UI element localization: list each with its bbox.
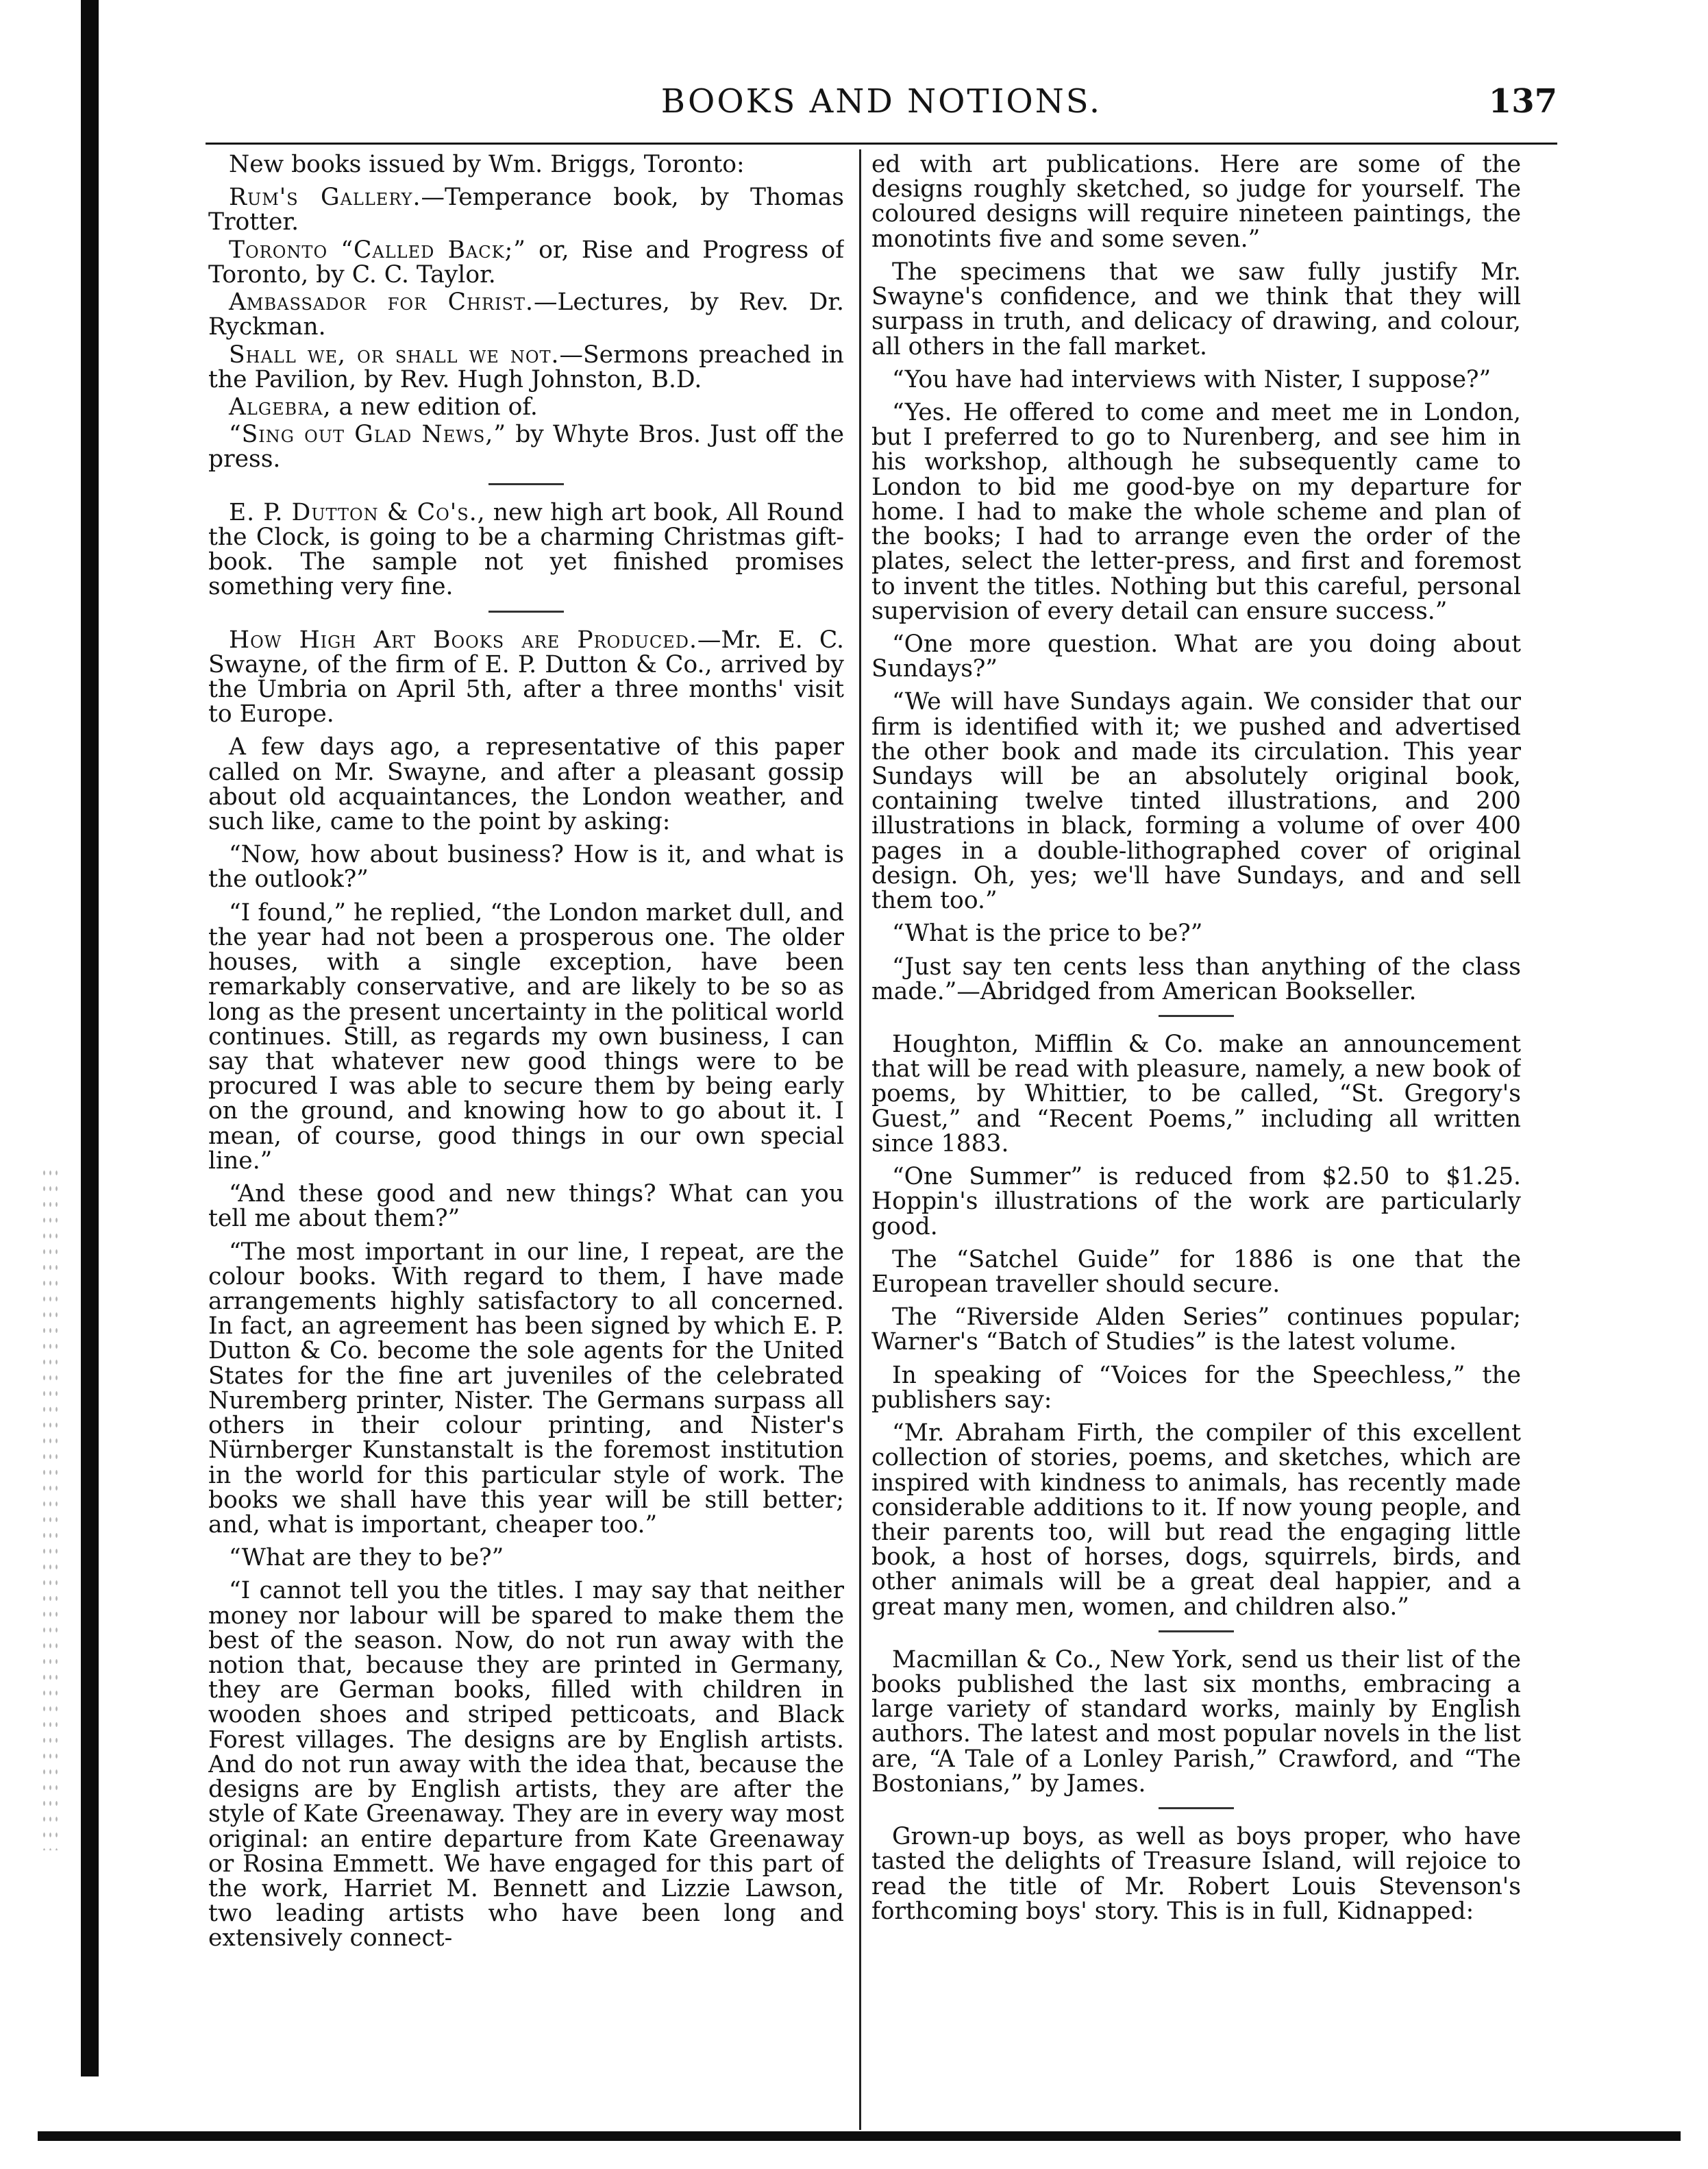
briggs-item — [208, 421, 844, 474]
book-desc: by Whyte Bros. Just off the press. — [208, 421, 844, 474]
right-column — [871, 152, 1521, 2126]
article-paragraph: “You have had interviews with Nister, I suppose?” — [892, 365, 1492, 393]
briggs-item — [208, 343, 844, 392]
book-desc: —Sermons preached in the Pavilion, by Rev. Hugh Johnston, B.D. — [208, 341, 844, 393]
page-header — [206, 82, 1557, 137]
article-paragraph: “Now, how about business? How is it, and what is the outlook?” — [208, 841, 844, 894]
book-desc: a new edition of. — [331, 393, 538, 421]
section-separator — [1159, 1015, 1234, 1017]
book-title: Toronto “Called Back;” — [229, 236, 526, 264]
book-title: Rum's Gallery. — [229, 184, 421, 212]
dutton-text: new high art book, All Round the Clock, is going to be a charming Christmas gift-book. The sample not yet finished promises something very fine. — [208, 498, 844, 601]
article-paragraph: “I found,” he replied, “the London market dull, and the year had not been a prosperous one. The older houses, with a single exception, have been remarkably conservative, and are likely to be so as long as the present uncertainty in the political world continues. Still, as regards my own business, I can say that whatever new good things were to be procured I was able to secure them by being early on the ground, and knowing how to go about it. I mean, of course, good things in our own special line.” — [208, 898, 844, 1175]
article-paragraph: “Yes. He offered to come and meet me in London, but I preferred to go to Nurenberg, and see him in his workshop, although he subsequently came to London to bid me good-bye on my departure for home. I had to make the whole scheme and plan of the books; I had to arrange even the order of the plates, select the letter-press, and first and foremost to invent the titles. Nothing but this careful, personal supervision of every detail can ensure success.” — [871, 398, 1521, 625]
section-separator — [488, 483, 564, 485]
article-paragraph: “What is the price to be?” — [892, 920, 1203, 948]
header-rule — [206, 143, 1557, 145]
briggs-intro: New books issued by Wm. Briggs, Toronto: — [229, 152, 745, 178]
article-lead — [208, 628, 844, 727]
houghton-paragraph: Houghton, Mifflin & Co. make an announcement that will be read with pleasure, namely, a new book of poems, by Whittier, to be called, “St. Gregory's Guest,” and “Recent Poems,” including all written since 1883. — [871, 1031, 1521, 1157]
scan-specks — [41, 1165, 62, 1850]
book-title: Ambassador for Christ. — [229, 289, 534, 317]
running-title: BOOKS AND NOTIONS. — [660, 82, 1102, 121]
briggs-item — [208, 185, 844, 234]
article-paragraph: “The most important in our line, I repeat, are the colour books. With regard to them, I have made arrangements highly satisfactory to all concerned. In fact, an agreement has been signed by which E. P. Dutton & Co. become the sole agents for the United States for the fine art juveniles of the celebrated Nuremberg printer, Nister. The Germans surpass all others in their colour printing, and Nister's Nürnberger Kunstanstalt is the foremost institution in the world for this particular style of work. The books we shall have this year will be still better; and, what is important, cheaper too.” — [208, 1238, 844, 1539]
dutton-notice — [208, 500, 844, 600]
stevenson-notice: Grown-up boys, as well as boys proper, who have tasted the delights of Treasure Island, will rejoice to read the title of Mr. Robert Louis Stevenson's forthcoming boys' story. This is in full, Kidnapped: — [871, 1823, 1521, 1925]
article-continuation: ed with art publications. Here are some of the designs roughly sketched, so judge for yourself. The coloured designs will require nineteen paintings, the monotints five and some seven.” — [871, 152, 1521, 253]
article-paragraph: The specimens that we saw fully justify Mr. Swayne's confidence, and we think that they will surpass in truth, and delicacy of drawing, and colour, all others in the fall market. — [871, 258, 1521, 360]
book-desc: or, Rise and Progress of Toronto, by C. C. Taylor. — [208, 236, 844, 289]
left-column — [208, 152, 844, 2126]
article-paragraph: “Just say ten cents less than anything of the class made.”—Abridged from American Bookseller. — [871, 953, 1521, 1005]
section-separator — [1159, 1630, 1234, 1632]
briggs-item — [208, 290, 844, 339]
briggs-item — [208, 395, 844, 419]
article-paragraph: A few days ago, a representative of this paper called on Mr. Swayne, and after a pleasant gossip about old acquaintances, the London weather, and such like, came to the point by asking: — [208, 733, 844, 836]
section-separator — [488, 611, 564, 613]
page-binding-edge — [81, 0, 99, 2076]
article-paragraph: “We will have Sundays again. We consider that our firm is identified with it; we pushed and advertised the other book and made its circulation. This year Sundays will be an absolutely original book, containing twelve tinted illustrations, and 200 illustrations in black, forming a volume of over 400 pages in a double-lithographed cover of original design. Oh, yes; we'll have Sundays, and and sell them too.” — [871, 688, 1521, 915]
book-desc: —Temperance book, by Thomas Trotter. — [208, 184, 844, 236]
article-heading: How High Art Books are Produced. — [229, 626, 697, 654]
book-title: “Sing out Glad News,” — [229, 421, 506, 449]
book-title: Shall we, or shall we not. — [229, 341, 560, 369]
section-separator — [1159, 1807, 1234, 1809]
article-paragraph: “One more question. What are you doing about Sundays?” — [871, 630, 1521, 683]
article-text: —Mr. E. C. Swayne, of the firm of E. P. Dutton & Co., arrived by the Umbria on April 5th, after a three months' visit to Europe. — [208, 626, 844, 728]
column-divider — [859, 149, 861, 2130]
houghton-paragraph: “One Summer” is reduced from $2.50 to $1.25. Hoppin's illustrations of the work are particularly good. — [871, 1163, 1521, 1240]
houghton-paragraph: “Mr. Abraham Firth, the compiler of this excellent collection of stories, poems, and sketches, which are inspired with kindness to animals, has recently made considerable additions to it. If now young people, and their parents too, will but read the engaging little book, a host of horses, dogs, squirrels, birds, and other animals will be a great deal happier, and a great many men, women, and children also.” — [871, 1419, 1521, 1621]
article-paragraph: “I cannot tell you the titles. I may say that neither money nor labour will be spared to make them the best of the season. Now, do not run away with the notion that, because they are printed in Germany, they are German books, filled with children in wooden shoes and striped petticoats, and Black Forest villages. The designs are by English artists. And do not run away with the idea that, because the designs are by English artists, they are after the style of Kate Greenaway. They are in every way most original: an entire departure from Kate Greenaway or Rosina Emmett. We have engaged for this part of the work, Harriet M. Bennett and Lizzie Lawson, two leading artists who have been long and extensively connect- — [208, 1577, 844, 1952]
bottom-border — [38, 2131, 1681, 2141]
article-paragraph: “And these good and new things? What can you tell me about them?” — [208, 1180, 844, 1233]
houghton-paragraph: In speaking of “Voices for the Speechless,” the publishers say: — [871, 1361, 1521, 1414]
houghton-paragraph: The “Riverside Alden Series” continues popular; Warner's “Batch of Studies” is the latest volume. — [871, 1303, 1521, 1356]
book-title: Algebra, — [229, 393, 332, 421]
macmillan-notice: Macmillan & Co., New York, send us their list of the books published the last six months, embracing a large variety of standard works, mainly by English authors. The latest and most popular novels in the list are, “A Tale of a Lonley Parish,” Crawford, and “The Bostonians,” by James. — [871, 1645, 1521, 1798]
briggs-item — [208, 238, 844, 287]
houghton-paragraph: The “Satchel Guide” for 1886 is one that the European traveller should secure. — [871, 1245, 1521, 1298]
dutton-name: E. P. Dutton & Co's., — [229, 498, 486, 526]
article-paragraph: “What are they to be?” — [229, 1544, 504, 1572]
page-number: 137 — [1488, 82, 1557, 121]
book-desc: —Lectures, by Rev. Dr. Ryckman. — [208, 289, 844, 341]
